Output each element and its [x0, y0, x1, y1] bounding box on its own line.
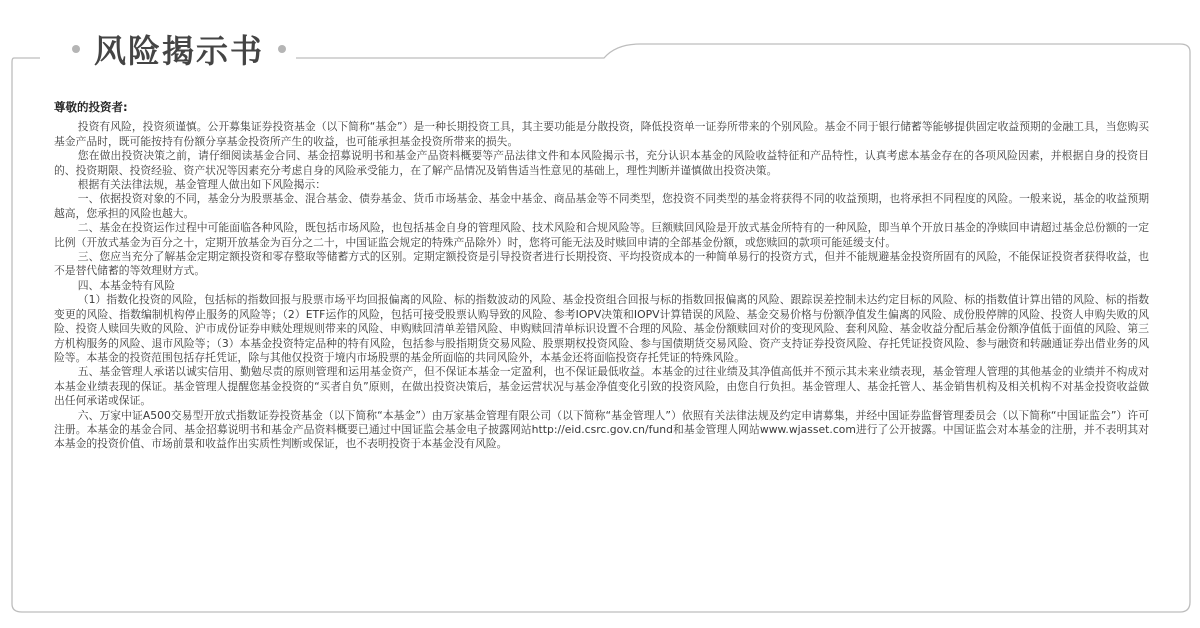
risk-disclosure-body — [54, 100, 1149, 580]
paragraph-item-6: 六、万家中证A500交易型开放式指数证券投资基金（以下简称“本基金”）由万家基金管理有限公司（以下简称“基金管理人”）依照有关法律法规及约定申请募集，并经中国证券监督管理委员会（以下简称“中国证监会”）许可注册。本基金的基金合同、基金招募说明书和基金产品资料概要已通过中国证监会基金电子披露网站http://eid.csrc.gov.cn/fund和基金管理人网站www.wjasset.com进行了公开披露。中国证监会对本基金的注册，并不表明其对本基金的投资价值、市场前景和收益作出实质性判断或保证，也不表明投资于本基金没有风险。 — [54, 408, 1149, 451]
greeting: 尊敬的投资者: — [54, 100, 128, 114]
paragraph-item-5: 五、基金管理人承诺以诚实信用、勤勉尽责的原则管理和运用基金资产，但不保证本基金一定盈利，也不保证最低收益。本基金的过往业绩及其净值高低并不预示其未来业绩表现，基金管理人管理的其他基金的业绩并不构成对本基金业绩表现的保证。基金管理人提醒您基金投资的“买者自负”原则，在做出投资决策后，基金运营状况与基金净值变化引致的投资风险，由您自行负担。基金管理人、基金托管人、基金销售机构及相关机构不对基金投资收益做出任何承诺或保证。 — [54, 365, 1149, 408]
paragraph-disclosure-lead: 根据有关法律法规，基金管理人做出如下风险揭示： — [77, 178, 327, 192]
paragraph-item-4-heading: 四、本基金特有风险 — [77, 278, 175, 292]
paragraph-decision: 您在做出投资决策之前，请仔细阅读基金合同、基金招募说明书和基金产品资料概要等产品法律文件和本风险揭示书，充分认识本基金的风险收益特征和产品特性，认真考虑本基金存在的各项风险因素，并根据自身的投资目的、投资期限、投资经验、资产状况等因素充分考虑自身的风险承受能力，在了解产品情况及销售适当性意见的基础上，理性判断并谨慎做出投资决策。 — [54, 149, 1149, 177]
paragraph-item-4-detail: （1）指数化投资的风险，包括标的指数回报与股票市场平均回报偏离的风险、标的指数波动的风险、基金投资组合回报与标的指数回报偏离的风险、跟踪误差控制未达约定目标的风险、标的指数值计算出错的风险、标的指数变更的风险、指数编制机构停止服务的风险等；（2）ETF运作的风险，包括可接受股票认购导致的风险、参考IOPV决策和IOPV计算错误的风险、基金交易价格与份额净值发生偏离的风险、成份股停牌的风险、投资人申购失败的风险、投资人赎回失败的风险、沪市成份证券申赎处理规则带来的风险、申购赎回清单差错风险、申购赎回清单标识设置不合理的风险、基金份额赎回对价的变现风险、套利风险、基金收益分配后基金份额净值低于面值的风险、第三方机构服务的风险、退市风险等；（3）本基金投资特定品种的特有风险，包括参与股指期货交易风险、股票期权投资风险、参与国债期货交易风险、资产支持证券投资风险、存托凭证投资风险、参与融资和转融通证券出借业务的风险等。本基金的投资范围包括存托凭证，除与其他仅投资于境内市场股票的基金所面临的共同风险外，本基金还将面临投资存托凭证的特殊风险。 — [54, 293, 1149, 364]
page-title: 风险揭示书 — [94, 32, 265, 70]
bullet-dot-left — [72, 45, 80, 53]
bullet-dot-right — [278, 45, 286, 53]
title-block — [62, 26, 296, 72]
paragraph-item-2: 二、基金在投资运作过程中可能面临各种风险，既包括市场风险，也包括基金自身的管理风险、技术风险和合规风险等。巨额赎回风险是开放式基金所特有的一种风险，即当单个开放日基金的净赎回申请超过基金总份额的一定比例（开放式基金为百分之十，定期开放基金为百分之二十，中国证监会规定的特殊产品除外）时，您将可能无法及时赎回申请的全部基金份额，或您赎回的款项可能延缓支付。 — [54, 221, 1149, 249]
paragraph-intro: 投资有风险，投资须谨慎。公开募集证券投资基金（以下简称“基金”）是一种长期投资工具，其主要功能是分散投资，降低投资单一证券所带来的个别风险。基金不同于银行储蓄等能够提供固定收益预期的金融工具，当您购买基金产品时，既可能按持有份额分享基金投资所产生的收益，也可能承担基金投资所带来的损失。 — [54, 120, 1149, 148]
paragraph-item-1: 一、依据投资对象的不同，基金分为股票基金、混合基金、债券基金、货币市场基金、基金中基金、商品基金等不同类型，您投资不同类型的基金将获得不同的收益预期，也将承担不同程度的风险。一般来说，基金的收益预期越高，您承担的风险也越大。 — [54, 192, 1149, 220]
paragraph-item-3: 三、您应当充分了解基金定期定额投资和零存整取等储蓄方式的区别。定期定额投资是引导投资者进行长期投资、平均投资成本的一种简单易行的投资方式，但并不能规避基金投资所固有的风险，不能保证投资者获得收益，也不是替代储蓄的等效理财方式。 — [54, 250, 1149, 278]
